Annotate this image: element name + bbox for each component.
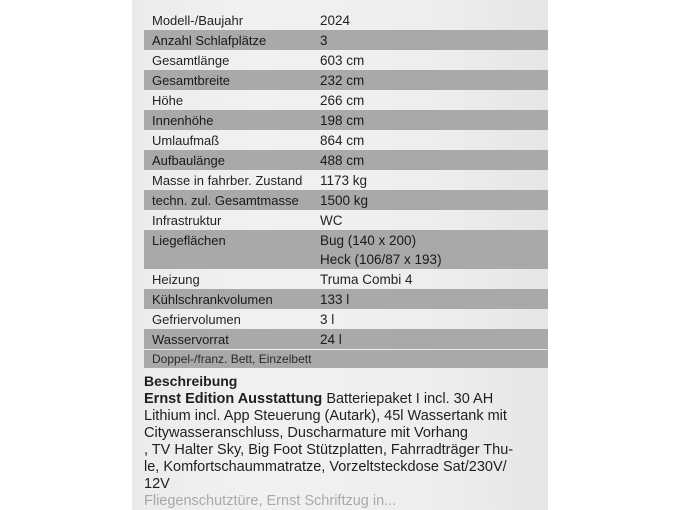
spec-value: 198 cm bbox=[320, 113, 365, 128]
spec-value: Truma Combi 4 bbox=[320, 272, 413, 287]
spec-row-umlaufmass bbox=[144, 130, 548, 150]
spec-row-schlafplaetze bbox=[144, 30, 548, 50]
spec-label: Heizung bbox=[152, 272, 200, 287]
spec-sheet-paper bbox=[132, 0, 548, 510]
spec-value: WC bbox=[320, 213, 343, 228]
spec-label: Innenhöhe bbox=[152, 113, 214, 128]
spec-table bbox=[144, 10, 548, 368]
spec-label: Liegeflächen bbox=[152, 233, 226, 248]
spec-row-aufbaulaenge bbox=[144, 150, 548, 170]
spec-value: 24 l bbox=[320, 332, 342, 347]
spec-label: Masse in fahrber. Zustand bbox=[152, 173, 303, 188]
spec-label: Gesamtlänge bbox=[152, 53, 230, 68]
spec-value-line: Heck (106/87 x 193) bbox=[320, 252, 442, 267]
description-section bbox=[144, 373, 548, 510]
spec-label: Aufbaulänge bbox=[152, 153, 226, 168]
description-line: le, Komfortschaummatratze, Vorzeltsteckdose Sat/230V/ bbox=[144, 459, 507, 475]
spec-row-infrastruktur bbox=[144, 210, 548, 230]
spec-row-gesamtlaenge bbox=[144, 50, 548, 70]
spec-value: 488 cm bbox=[320, 153, 365, 168]
spec-value: 266 cm bbox=[320, 93, 365, 108]
spec-label: Gefriervolumen bbox=[152, 312, 241, 327]
spec-value: 2024 bbox=[320, 13, 351, 28]
spec-row-liegeflaechen bbox=[144, 230, 548, 269]
description-line: , TV Halter Sky, Big Foot Stützplatten, Fahrradträger Thu- bbox=[144, 442, 514, 458]
spec-label: techn. zul. Gesamtmasse bbox=[152, 193, 299, 208]
spec-value-line: Bug (140 x 200) bbox=[320, 233, 417, 248]
spec-row-gefriervolumen bbox=[144, 309, 548, 329]
spec-value: 864 cm bbox=[320, 133, 365, 148]
spec-label: Infrastruktur bbox=[152, 213, 222, 228]
spec-value: 3 l bbox=[320, 312, 335, 327]
spec-label: Anzahl Schlafplätze bbox=[152, 33, 267, 48]
spec-value: 133 l bbox=[320, 292, 350, 307]
spec-label: Höhe bbox=[152, 93, 184, 108]
spec-label: Modell-/Baujahr bbox=[152, 13, 244, 28]
spec-row-kuehlschrank bbox=[144, 289, 548, 309]
edition-name: Ernst Edition Ausstattung bbox=[144, 391, 323, 407]
description-line: 12V bbox=[144, 476, 170, 492]
spec-row-gesamtbreite bbox=[144, 70, 548, 90]
spec-row-wasservorrat bbox=[144, 329, 548, 349]
bed-types-footnote: Doppel-/franz. Bett, Einzelbett bbox=[144, 350, 548, 368]
spec-row-hoehe bbox=[144, 90, 548, 110]
description-heading: Beschreibung bbox=[144, 373, 238, 389]
description-lead bbox=[144, 391, 548, 408]
spec-row-innenhoehe bbox=[144, 110, 548, 130]
description-line-cut-off: Fliegenschutztüre, Ernst Schriftzug in... bbox=[144, 493, 397, 509]
spec-value: 603 cm bbox=[320, 53, 365, 68]
spec-value: 1500 kg bbox=[320, 193, 369, 208]
spec-row-heizung bbox=[144, 269, 548, 289]
spec-label: Kühlschrankvolumen bbox=[152, 292, 273, 307]
spec-row-gesamtmasse bbox=[144, 190, 548, 210]
spec-label: Gesamtbreite bbox=[152, 73, 231, 88]
spec-row-modell-baujahr bbox=[144, 10, 548, 30]
spec-value: 3 bbox=[320, 33, 328, 48]
spec-value-multiline bbox=[320, 231, 548, 269]
spec-label: Umlaufmaß bbox=[152, 133, 220, 148]
spec-value: 1173 kg bbox=[320, 173, 368, 188]
spec-row-masse-fahrbereit bbox=[144, 170, 548, 190]
spec-value: 232 cm bbox=[320, 73, 365, 88]
description-line: Citywasseranschluss, Duscharmature mit Vorhang bbox=[144, 425, 468, 441]
description-lead-text: Batteriepaket I incl. 30 AH bbox=[322, 391, 494, 407]
description-line: Lithium incl. App Steuerung (Autark), 45l Wassertank mit bbox=[144, 408, 507, 424]
spec-label: Wasservorrat bbox=[152, 332, 229, 347]
